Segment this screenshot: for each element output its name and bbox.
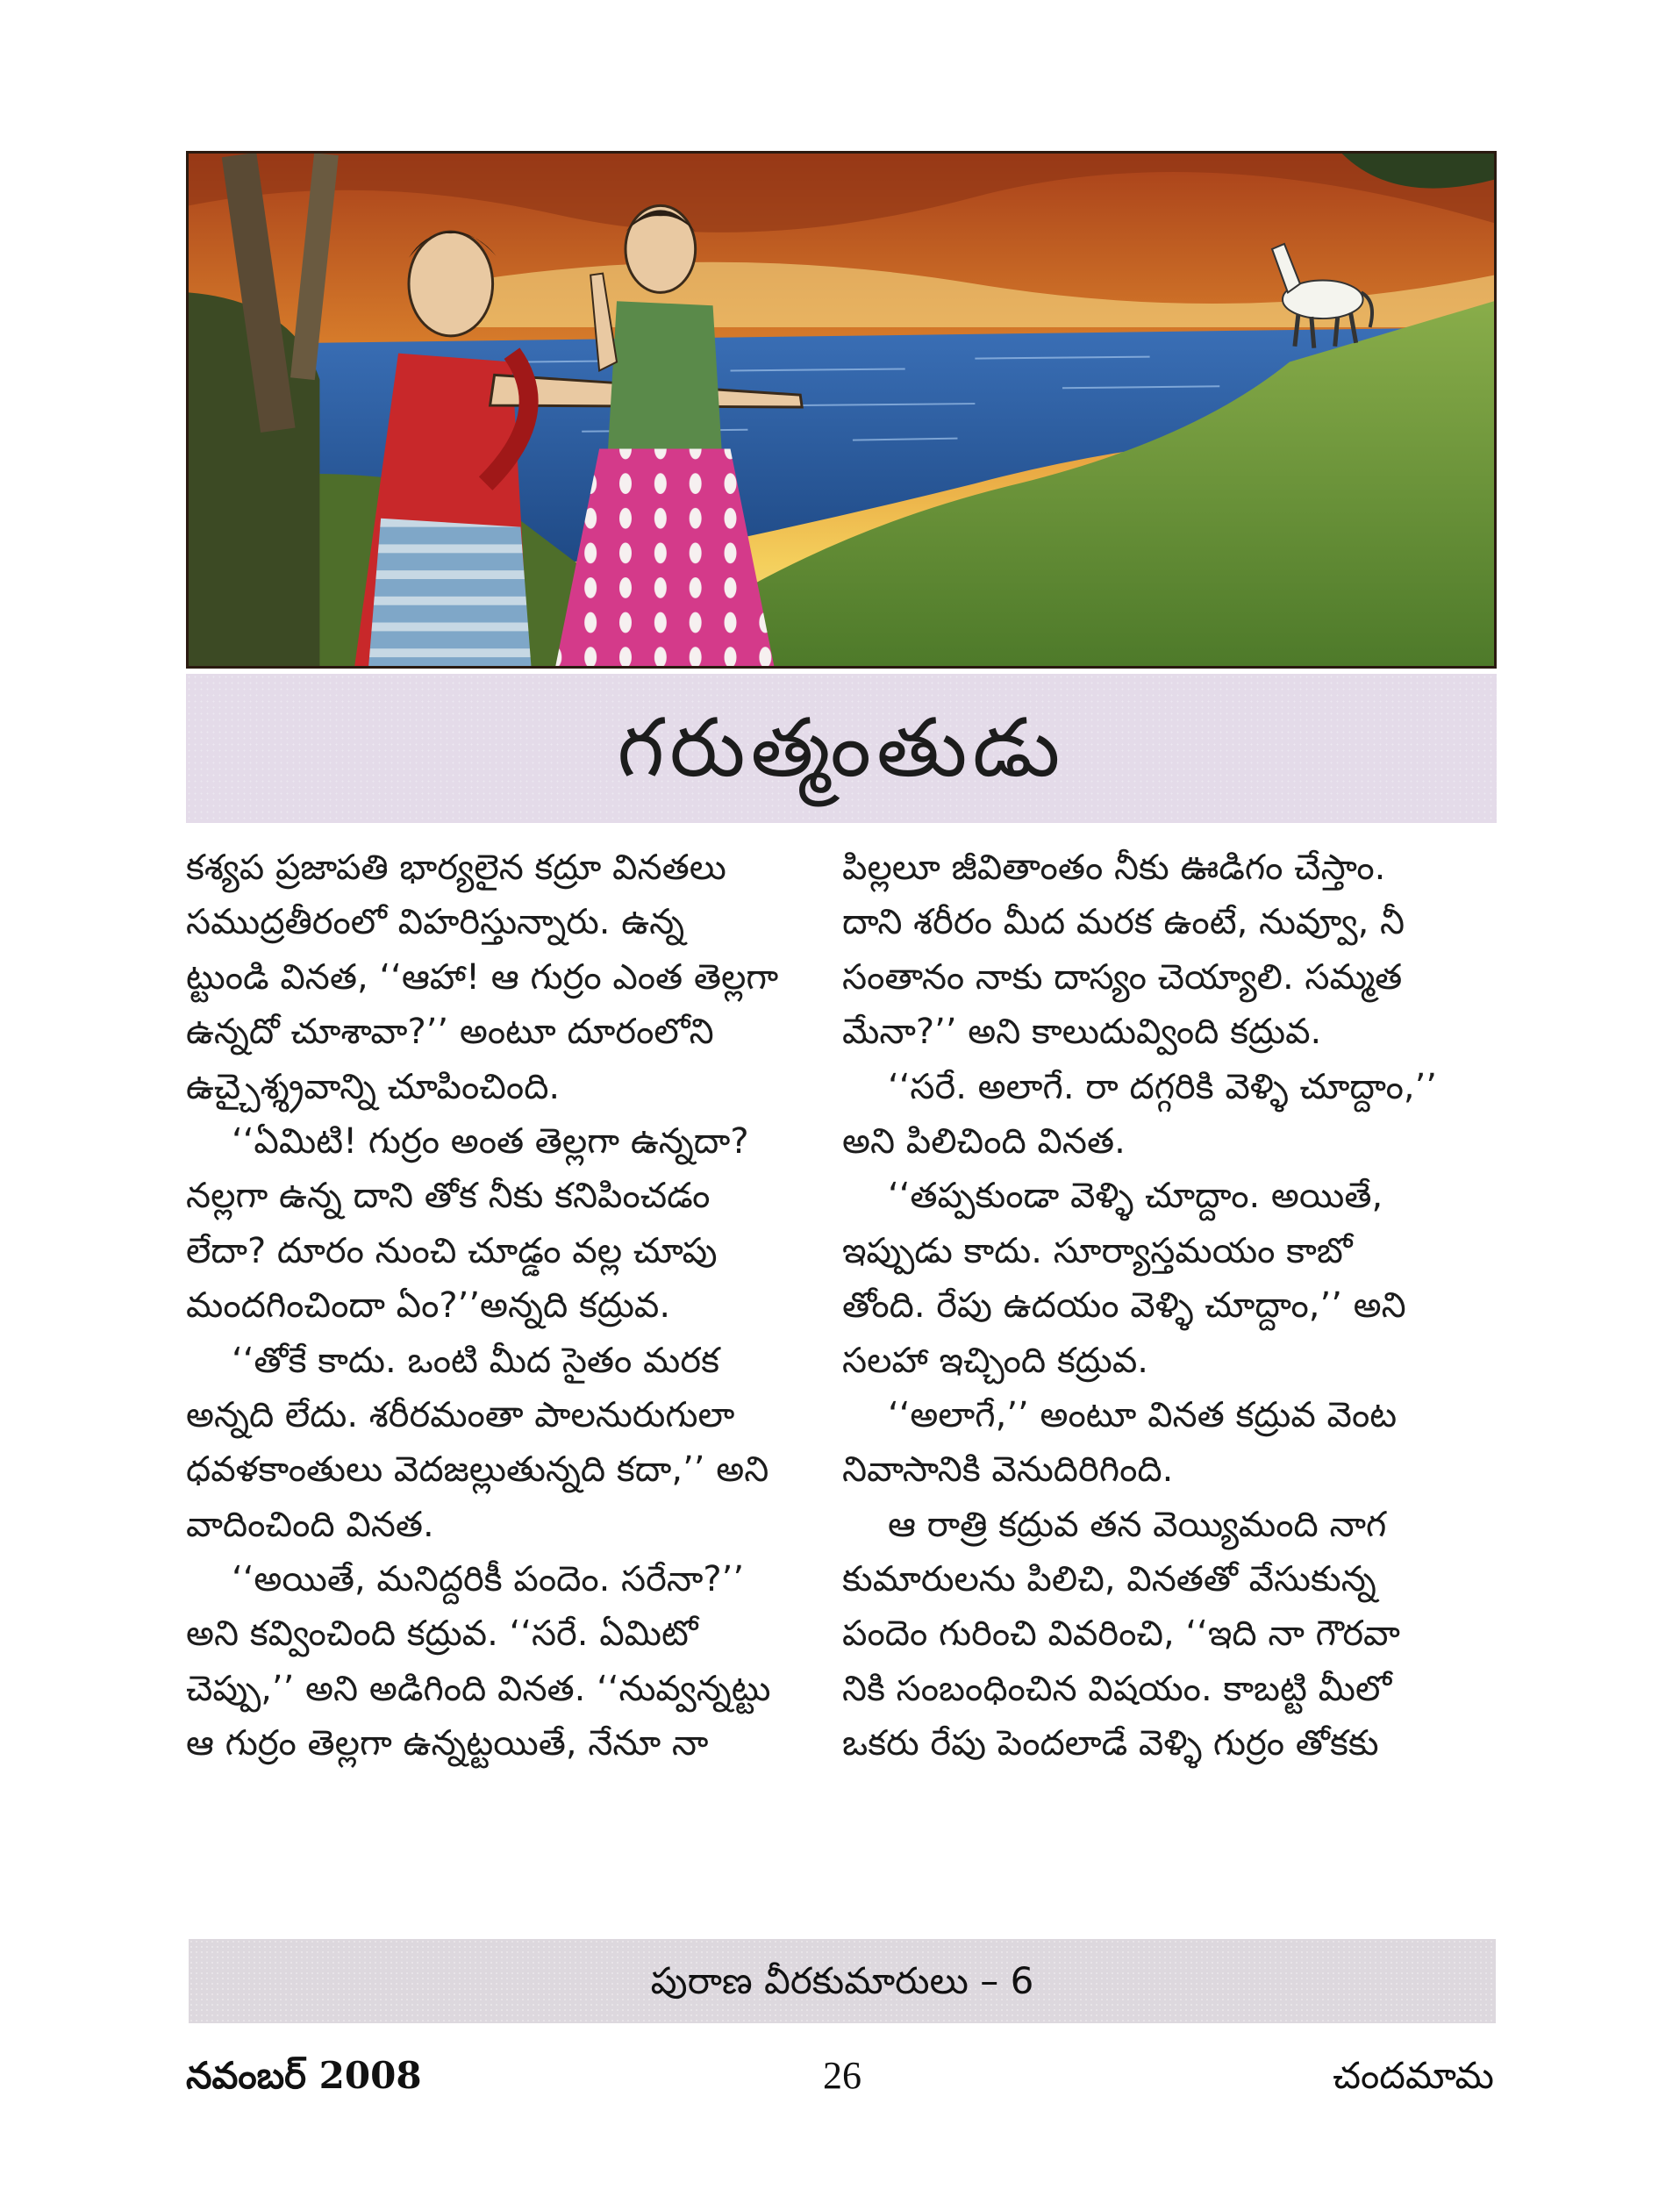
text-line: ‘‘తోకే కాదు. ఒంటి మీద సైతం మరక: [232, 1340, 719, 1381]
text-line: ఇప్పుడు కాదు. సూర్యాస్తమయం కాబో: [842, 1230, 1353, 1271]
title-band: [186, 674, 1497, 823]
text-line: లేదా? దూరం నుంచి చూడ్డం వల్ల చూపు: [186, 1230, 718, 1271]
text-column-left: [186, 841, 846, 1771]
text-line: సలహా ఇచ్చింది కద్రువ.: [842, 1340, 1148, 1381]
text-line: అని పిలిచింది వినత.: [842, 1120, 1126, 1162]
footer-issue-date: నవంబర్ 2008: [186, 2054, 422, 2097]
story-illustration: [186, 151, 1497, 669]
text-line: అని కవ్వించింది కద్రువ. ‘‘సరే. ఏమిటో: [186, 1614, 698, 1655]
text-line: ‘‘ఏమిటి! గుర్రం అంత తెల్లగా ఉన్నదా?: [232, 1120, 749, 1162]
text-line: ‘‘అలాగే,’’ అంటూ వినత కద్రువ వెంట: [888, 1394, 1398, 1435]
text-line: నికి సంబంధించిన విషయం. కాబట్టి మీలో: [842, 1668, 1392, 1709]
text-line: ఉన్నదో చూశావా?’’ అంటూ దూరంలోని: [186, 1012, 714, 1053]
text-line: ఉచ్చైశ్శ్రవాన్ని చూపించింది.: [186, 1066, 561, 1107]
text-line: కశ్యప ప్రజాపతి భార్యలైన కద్రూ వినతలు: [186, 848, 726, 888]
footer-magazine-name: చందమామ: [1333, 2054, 1494, 2097]
story-title: గరుత్మంతుడు: [617, 701, 1066, 795]
text-column-right: [842, 841, 1502, 1771]
text-line: మేనా?’’ అని కాలుదువ్వింది కద్రువ.: [842, 1012, 1322, 1053]
text-line: ‘‘సరే. అలాగే. రా దగ్గరికి వెళ్ళి చూద్దాం,’’: [888, 1066, 1438, 1107]
text-line: ఆ రాత్రి కద్రువ తన వెయ్యిమంది నాగ: [888, 1504, 1387, 1545]
text-line: నల్లగా ఉన్న దాని తోక నీకు కనిపించడం: [186, 1176, 711, 1217]
footer-page-number: 26: [823, 2054, 861, 2097]
text-line: పిల్లలూ జీవితాంతం నీకు ఊడిగం చేస్తాం.: [842, 848, 1386, 888]
text-line: ‘‘అయితే, మనిద్దరికీ పందెం. సరేనా?’’: [232, 1559, 745, 1600]
text-line: ధవళకాంతులు వెదజల్లుతున్నది కదా,’’ అని: [186, 1449, 769, 1491]
text-line: కుమారులను పిలిచి, వినతతో వేసుకున్న: [842, 1559, 1376, 1600]
text-line: వాదించింది వినత.: [186, 1504, 434, 1545]
text-line: ఒకరు రేపు పెందలాడే వెళ్ళి గుర్రం తోకకు: [842, 1723, 1379, 1764]
text-line: అన్నది లేదు. శరీరమంతా పాలనురుగులా: [186, 1394, 735, 1435]
text-line: ట్టుండి వినత, ‘‘ఆహా! ఆ గుర్రం ఎంత తెల్లగా: [186, 956, 779, 998]
text-line: నివాసానికి వెనుదిరిగింది.: [842, 1449, 1174, 1491]
text-line: తోంది. రేపు ఉదయం వెళ్ళి చూద్దాం,’’ అని: [842, 1285, 1406, 1327]
text-line: మందగించిందా ఏం?’’అన్నది కద్రువ.: [186, 1285, 671, 1327]
text-line: ‘‘తప్పకుండా వెళ్ళి చూద్దాం. అయితే,: [888, 1176, 1383, 1217]
text-line: సముద్రతీరంలో విహరిస్తున్నారు. ఉన్న: [186, 902, 685, 943]
text-line: ఆ గుర్రం తెల్లగా ఉన్నట్టయితే, నేనూ నా: [186, 1723, 709, 1764]
series-label: పురాణ వీరకుమారులు – 6: [650, 1959, 1034, 2002]
text-line: దాని శరీరం మీద మరక ఉంటే, నువ్వూ, నీ: [842, 902, 1405, 943]
text-line: పందెం గురించి వివరించి, ‘‘ఇది నా గౌరవా: [842, 1614, 1400, 1655]
beach-scene-illustration-icon: [189, 154, 1494, 666]
text-line: చెప్పు,’’ అని అడిగింది వినత. ‘‘నువ్వన్నట్టు: [186, 1668, 771, 1709]
series-band: [189, 1939, 1496, 2023]
text-line: సంతానం నాకు దాస్యం చెయ్యాలి. సమ్మత: [842, 956, 1403, 998]
